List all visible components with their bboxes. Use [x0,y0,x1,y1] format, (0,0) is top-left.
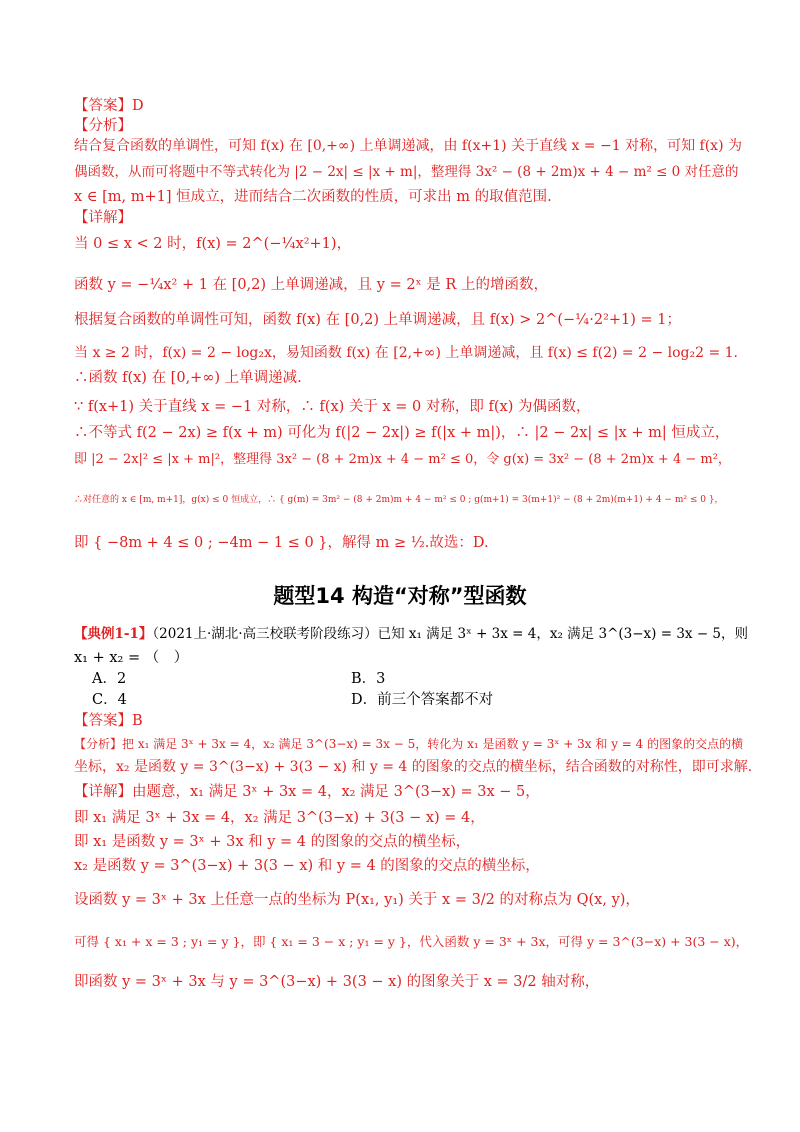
detail2-line-7: 即函数 y = 3ˣ + 3x 与 y = 3^(3−x) + 3(3 − x) 的图象关于 x = 3/2 轴对称， [74,974,600,990]
detail-line-9: ∴对任意的 x ∈ [m, m+1]，g(x) ≤ 0 恒成立，∴ { g(m) = 3m² − (8 + 2m)m + 4 − m² ≤ 0 ; g(m+1) = 3(m+1)² − (8 + 2m)(m+1) + 4 − m² ≤ 0 }， [74,495,724,505]
analysis-label: 【分析】 [74,118,132,134]
answer-line-2: 【答案】B [74,713,143,729]
example-tag: 【典例1-1】 [74,626,153,642]
detail2-line-1: 【详解】由题意，x₁ 满足 3ˣ + 3x = 4，x₂ 满足 3^(3−x) = 3x − 5， [74,784,540,800]
analysis-text-1: 结合复合函数的单调性，可知 f(x) 在 [0,+∞) 上单调递减，由 f(x+1) 关于直线 x = −1 对称，可知 f(x) 为 [74,138,742,154]
detail-line-7: ∴不等式 f(2 − 2x) ≥ f(x + m) 可化为 f(|2 − 2x|) ≥ f(|x + m|)，∴ |2 − 2x| ≤ |x + m| 恒成立， [74,425,730,441]
option-a: A．2 [92,671,127,687]
detail-line-6: ∵ f(x+1) 关于直线 x = −1 对称，∴ f(x) 关于 x = 0 对称，即 f(x) 为偶函数， [74,399,591,415]
detail-line-4: 当 x ≥ 2 时，f(x) = 2 − log₂x，易知函数 f(x) 在 [2,+∞) 上单调递减，且 f(x) ≤ f(2) = 2 − log₂2 = 1. [74,345,738,361]
detail2-line-4: x₂ 是函数 y = 3^(3−x) + 3(3 − x) 和 y = 4 的图象的交点的横坐标， [74,858,540,874]
analysis2-line-2: 坐标，x₂ 是函数 y = 3^(3−x) + 3(3 − x) 和 y = 4 的图象的交点的横坐标，结合函数的对称性，即可求解. [74,759,753,775]
example-stem: 【典例1-1】（2021上·湖北·高三校联考阶段练习）已知 x₁ 满足 3ˣ + 3x = 4，x₂ 满足 3^(3−x) = 3x − 5，则 [74,626,749,642]
detail-line-2: 函数 y = −¼x² + 1 在 [0,2) 上单调递减，且 y = 2ˣ 是 R 上的增函数， [74,277,548,293]
detail2-line-6: 可得 { x₁ + x = 3 ; y₁ = y }，即 { x₁ = 3 − x ; y₁ = y }，代入函数 y = 3ˣ + 3x，可得 y = 3^(3−x) + 3(3 − x)， [74,934,749,949]
section-heading: 题型14 构造“对称”型函数 [273,584,527,608]
detail-line-1: 当 0 ≤ x < 2 时，f(x) = 2^(−¼x²+1)， [74,236,352,252]
answer-line: 【答案】D [74,98,144,114]
analysis-text-2: 偶函数，从而可将题中不等式转化为 |2 − 2x| ≤ |x + m|，整理得 3x² − (8 + 2m)x + 4 − m² ≤ 0 对任意的 [74,164,739,180]
detail2-line-2: 即 x₁ 满足 3ˣ + 3x = 4，x₂ 满足 3^(3−x) + 3(3 − x) = 4， [74,810,485,826]
detail-line-5: ∴函数 f(x) 在 [0,+∞) 上单调递减. [74,370,302,386]
analysis-text-3: x ∈ [m, m+1] 恒成立，进而结合二次函数的性质，可求出 m 的取值范围. [74,189,552,205]
detail2-line-5: 设函数 y = 3ˣ + 3x 上任意一点的坐标为 P(x₁, y₁) 关于 x = 3/2 的对称点为 Q(x, y)， [74,892,640,908]
detail2-line-3: 即 x₁ 是函数 y = 3ˣ + 3x 和 y = 4 的图象的交点的横坐标， [74,834,471,850]
option-d: D．前三个答案都不对 [351,692,494,708]
detail-label: 【详解】 [74,210,132,226]
option-c: C．4 [92,692,127,708]
detail-line-3: 根据复合函数的单调性可知，函数 f(x) 在 [0,2) 上单调递减，且 f(x) > 2^(−¼·2²+1) = 1； [74,312,682,328]
option-b: B．3 [351,671,386,687]
analysis2-line-1: 【分析】把 x₁ 满足 3ˣ + 3x = 4，x₂ 满足 3^(3−x) = 3x − 5，转化为 x₁ 是函数 y = 3ˣ + 3x 和 y = 4 的图象的交点的横 [74,737,744,751]
detail-line-8: 即 |2 − 2x|² ≤ |x + m|²，整理得 3x² − (8 + 2m)x + 4 − m² ≤ 0，令 g(x) = 3x² − (8 + 2m)x + 4 − m²， [74,452,731,467]
example-stem-2: x₁ + x₂ = （ ） [74,650,189,666]
detail-line-10: 即 { −8m + 4 ≤ 0 ; −4m − 1 ≤ 0 }，解得 m ≥ ½.故选：D. [74,535,489,551]
